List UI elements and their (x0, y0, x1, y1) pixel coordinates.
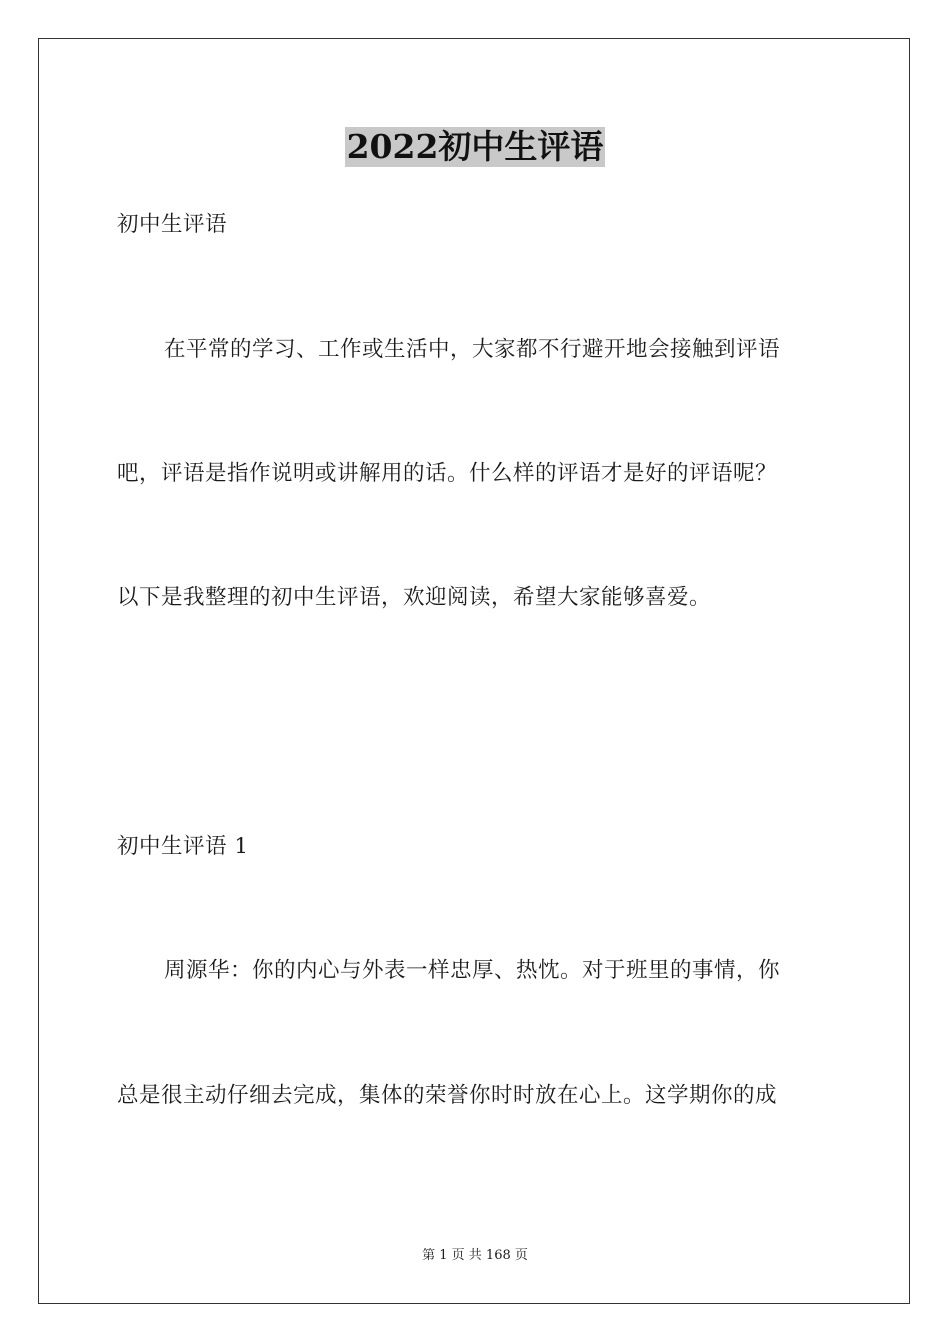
paragraph-line: 以下是我整理的初中生评语，欢迎阅读，希望大家能够喜爱。 (117, 585, 712, 610)
paragraph-line: 在平常的学习、工作或生活中，大家都不行避开地会接触到评语 (164, 337, 781, 362)
paragraph-line: 吧，评语是指作说明或讲解用的话。什么样的评语才是好的评语呢？ (117, 461, 778, 486)
section-heading: 初中生评语 (117, 212, 228, 237)
paragraph-line: 总是很主动仔细去完成，集体的荣誉你时时放在心上。这学期你的成 (117, 1083, 778, 1108)
document-title: 2022初中生评语 (346, 127, 604, 166)
paragraph-line: 周源华：你的内心与外表一样忠厚、热忱。对于班里的事情，你 (164, 958, 781, 983)
title-container (0, 127, 950, 167)
section-heading: 初中生评语 1 (117, 834, 249, 859)
page-footer: 第 1 页 共 168 页 (422, 1248, 528, 1263)
